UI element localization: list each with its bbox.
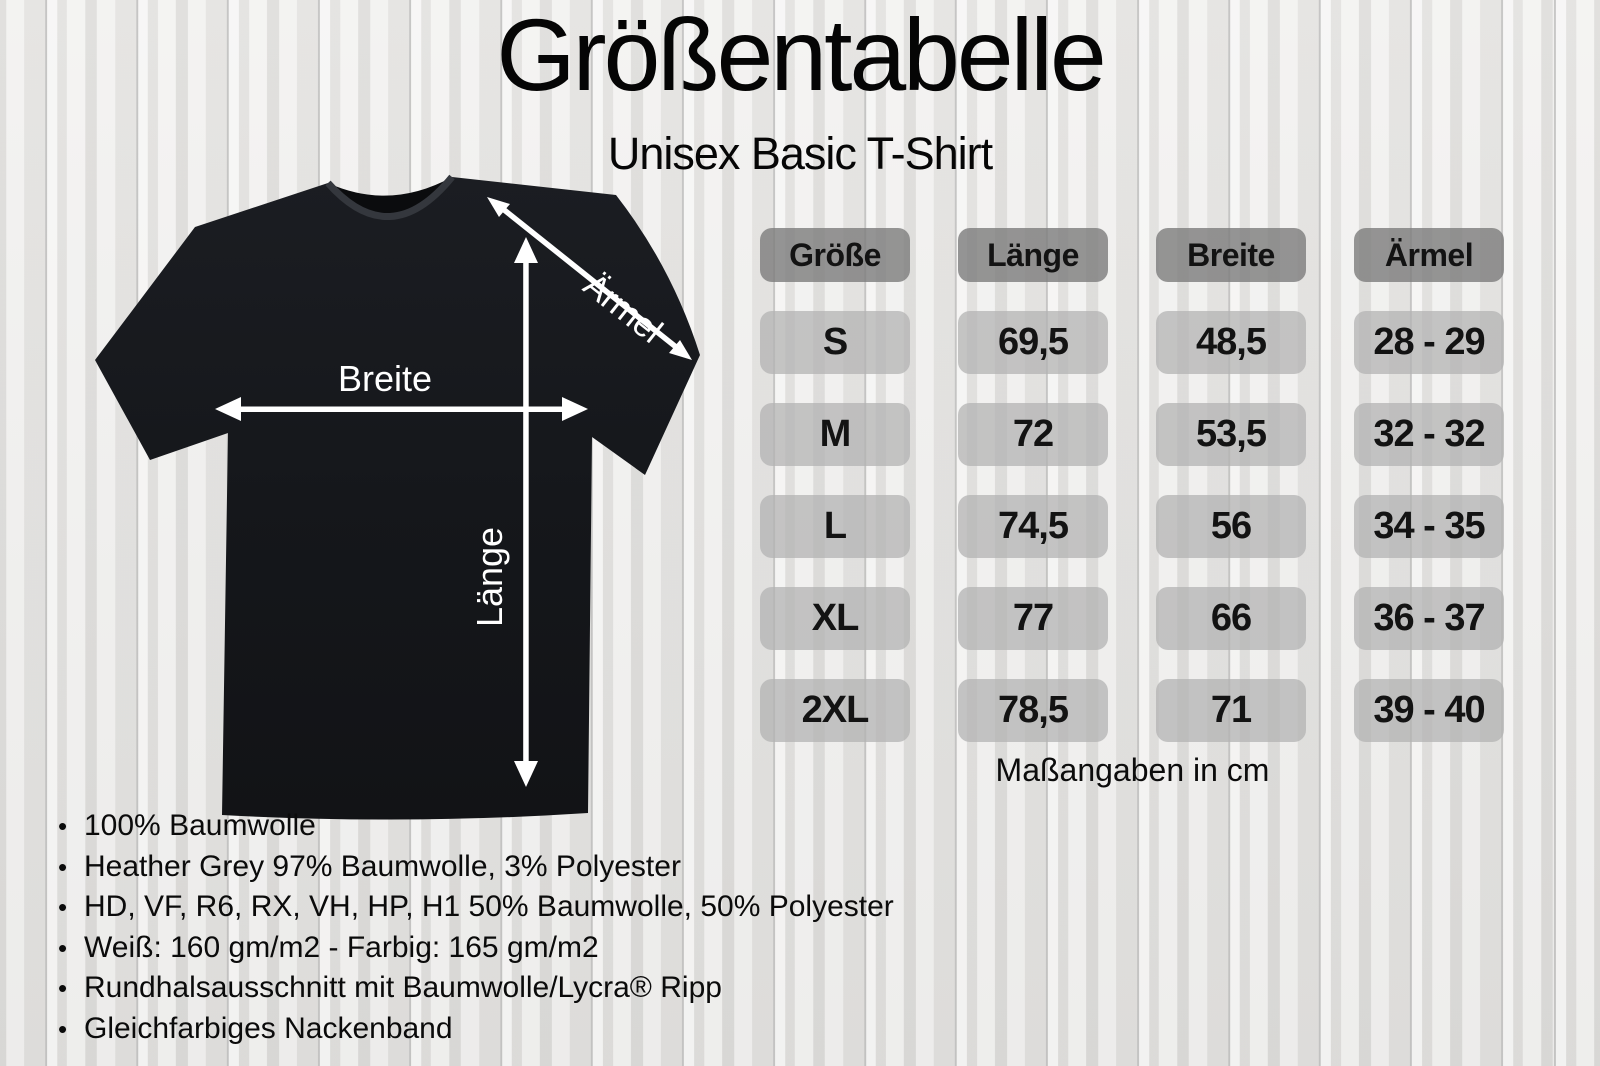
bullet-icon: • xyxy=(58,973,68,1003)
list-item xyxy=(58,928,894,969)
table-cell-laenge: 74,5 xyxy=(958,495,1108,558)
list-item xyxy=(58,1009,894,1050)
table-cell-size: XL xyxy=(760,587,910,650)
feature-text: Weiß: 160 gm/m2 - Farbig: 165 gm/m2 xyxy=(84,930,599,964)
column-header-groesse: Größe xyxy=(760,228,910,282)
table-cell-aermel: 28 - 29 xyxy=(1354,311,1504,374)
table-cell-size: L xyxy=(760,495,910,558)
table-cell-aermel: 34 - 35 xyxy=(1354,495,1504,558)
bullet-icon: • xyxy=(58,892,68,922)
feature-text: Heather Grey 97% Baumwolle, 3% Polyester xyxy=(84,849,681,883)
table-cell-aermel: 39 - 40 xyxy=(1354,679,1504,742)
page-title: Größentabelle xyxy=(496,0,1104,112)
table-cell-size: 2XL xyxy=(760,679,910,742)
table-cell-laenge: 77 xyxy=(958,587,1108,650)
table-cell-size: M xyxy=(760,403,910,466)
list-item xyxy=(58,806,894,847)
table-cell-breite: 53,5 xyxy=(1156,403,1306,466)
list-item xyxy=(58,968,894,1009)
bullet-icon: • xyxy=(58,811,68,841)
list-item xyxy=(58,887,894,928)
feature-text: Rundhalsausschnitt mit Baumwolle/Lycra® Ripp xyxy=(84,971,722,1004)
aermel-label: Ärmel xyxy=(576,265,670,351)
table-cell-laenge: 69,5 xyxy=(958,311,1108,374)
column-header-laenge: Länge xyxy=(958,228,1108,282)
table-cell-laenge: 72 xyxy=(958,403,1108,466)
column-header-breite: Breite xyxy=(1156,228,1306,282)
table-cell-breite: 71 xyxy=(1156,679,1306,742)
bullet-icon: • xyxy=(58,1013,68,1044)
features-list xyxy=(58,806,894,1049)
table-cell-breite: 66 xyxy=(1156,587,1306,650)
table-cell-laenge: 78,5 xyxy=(958,679,1108,742)
table-cell-breite: 56 xyxy=(1156,495,1306,558)
table-cell-aermel: 36 - 37 xyxy=(1354,587,1504,650)
breite-label: Breite xyxy=(337,358,433,399)
table-cell-aermel: 32 - 32 xyxy=(1354,403,1504,466)
feature-text: HD, VF, R6, RX, VH, HP, H1 50% Baumwolle, 50% Polyester xyxy=(84,890,894,923)
list-item xyxy=(58,847,894,888)
page-subtitle: Unisex Basic T-Shirt xyxy=(607,128,993,179)
tshirt-measurement-diagram xyxy=(60,165,740,835)
bullet-icon: • xyxy=(58,932,68,963)
column-header-aermel: Ärmel xyxy=(1354,228,1504,282)
table-cell-size: S xyxy=(760,311,910,374)
size-table xyxy=(760,228,1505,742)
feature-text: 100% Baumwolle xyxy=(84,809,316,842)
table-cell-breite: 48,5 xyxy=(1156,311,1306,374)
laenge-arrow-shaft xyxy=(523,259,529,765)
feature-text: Gleichfarbiges Nackenband xyxy=(84,1011,453,1045)
laenge-label: Länge xyxy=(469,526,510,628)
measurement-unit-note: Maßangaben in cm xyxy=(995,752,1270,788)
bullet-icon: • xyxy=(58,851,68,882)
breite-arrow-shaft xyxy=(236,407,567,413)
